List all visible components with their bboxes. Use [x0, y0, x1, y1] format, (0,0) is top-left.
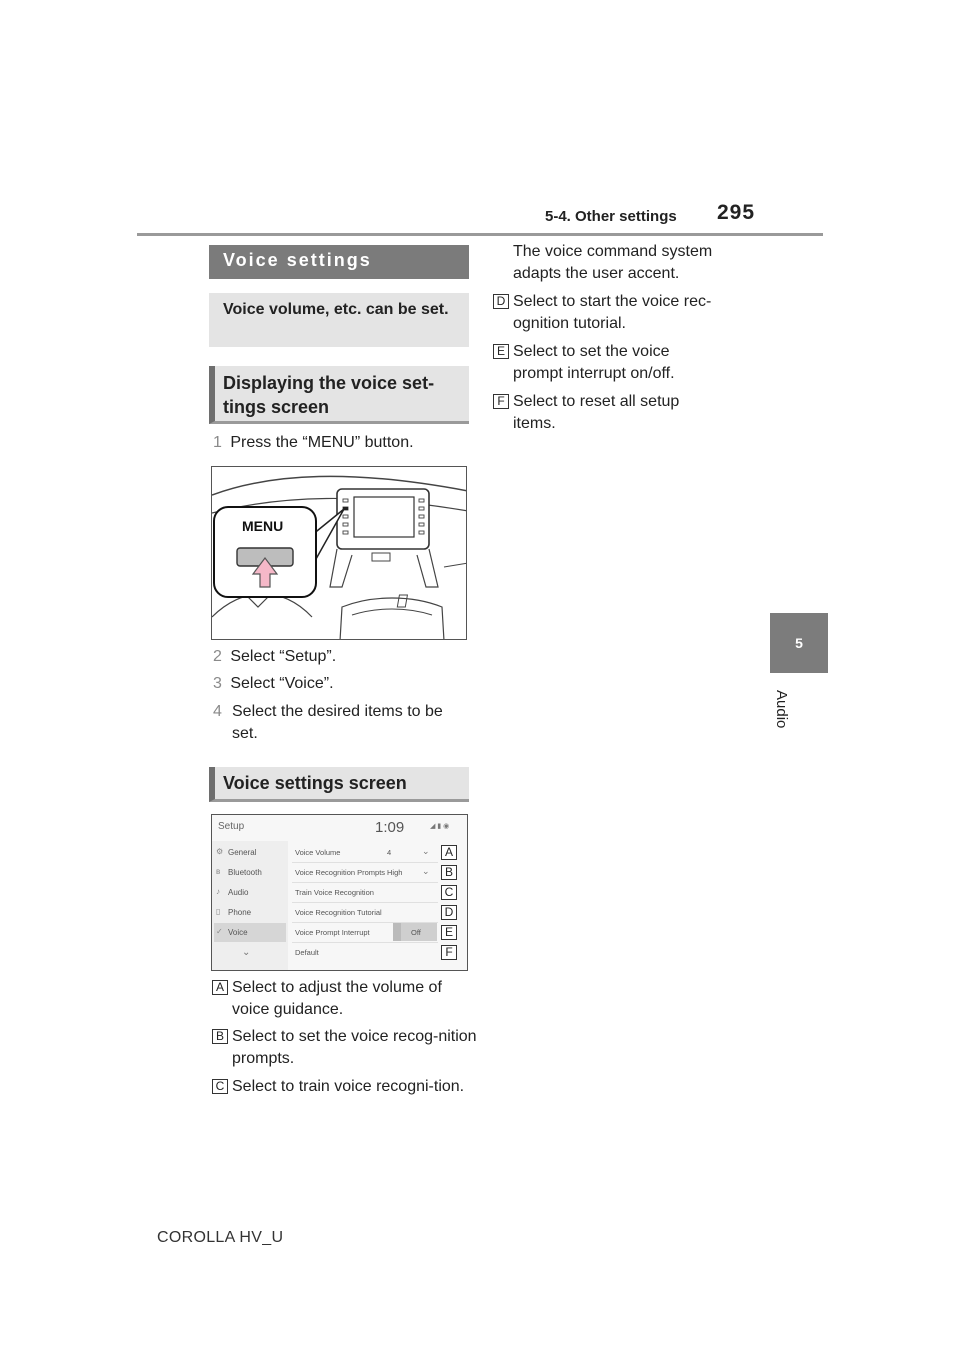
setting-label: Voice Volume [295, 848, 341, 857]
chevron-down-icon[interactable]: ⌄ [242, 947, 251, 958]
chevron-down-icon: ⌄ [422, 866, 430, 876]
step-3 [213, 673, 473, 695]
setting-label: Voice Recognition Prompts [295, 868, 386, 877]
voice-settings-screen [211, 814, 468, 971]
toggle-slider [393, 923, 401, 941]
screen-menu-general[interactable] [214, 843, 286, 862]
item-c-continued-text: The voice command system adapts the user accent. [513, 243, 713, 282]
step-4-text: Select the desired items to be set. [232, 703, 443, 742]
step-2-number: 2 [213, 648, 222, 665]
main-heading-text: Voice settings [223, 250, 372, 270]
setting-value: High [387, 868, 403, 877]
voice-icon: ✓ [216, 927, 223, 936]
item-c-letter: C [212, 1079, 228, 1094]
callout-b: B [441, 865, 457, 880]
page-number: 295 [717, 201, 756, 224]
dashboard-drawing [212, 467, 467, 640]
chapter-label: Audio [773, 690, 790, 729]
setting-label: Voice Prompt Interrupt [295, 928, 370, 937]
step-1-number: 1 [213, 434, 222, 451]
screen-menu-column [212, 841, 288, 971]
step-2-text: Select “Setup”. [230, 648, 337, 665]
item-c-text: Select to train voice recogni-tion. [232, 1078, 465, 1095]
step-2 [213, 646, 473, 668]
chevron-down-icon: ⌄ [422, 846, 430, 856]
item-f-text: Select to reset all setup items. [513, 393, 680, 432]
callout-c: C [441, 885, 457, 900]
toggle-value: Off [411, 928, 421, 937]
menu-label: MENU [242, 518, 284, 534]
step-1-text: Press the “MENU” button. [230, 434, 414, 451]
screen-menu-label: Bluetooth [228, 868, 262, 877]
interrupt-toggle[interactable] [393, 923, 437, 941]
setting-voice-volume[interactable] [292, 843, 438, 863]
music-note-icon: ♪ [216, 887, 220, 896]
item-a-text: Select to adjust the volume of voice guidance. [232, 979, 442, 1018]
setting-voice-prompt-interrupt[interactable] [292, 923, 438, 943]
callout-d: D [441, 905, 457, 920]
menu-button-illustration [211, 466, 467, 640]
subheading-settings-screen [209, 767, 469, 802]
screen-menu-label: General [228, 848, 257, 857]
chapter-tab [770, 613, 828, 673]
phone-icon: ▯ [216, 907, 221, 916]
bluetooth-icon: ʙ [216, 867, 221, 876]
screen-menu-bluetooth[interactable] [214, 863, 286, 882]
setting-default[interactable] [292, 943, 438, 962]
screen-menu-label: Audio [228, 888, 249, 897]
chapter-number: 5 [795, 635, 803, 651]
intro-box [209, 293, 469, 347]
callout-f: F [441, 945, 457, 960]
screen-clock: 1:09 [375, 819, 405, 836]
screen-menu-label: Voice [228, 928, 248, 937]
section-title: 5-4. Other settings [545, 208, 677, 225]
intro-text: Voice volume, etc. can be set. [223, 301, 449, 318]
screen-title: Setup [218, 821, 245, 832]
callout-e: E [441, 925, 457, 940]
screen-menu-audio[interactable] [214, 883, 286, 902]
callout-a: A [441, 845, 457, 860]
item-d-text: Select to start the voice rec-ognition tutorial. [513, 293, 712, 332]
screen-menu-voice[interactable] [214, 923, 286, 942]
item-e-text: Select to set the voice prompt interrupt on/off. [513, 343, 675, 382]
item-a-letter: A [212, 980, 228, 995]
setting-voice-recognition-tutorial[interactable] [292, 903, 438, 923]
screen-top-bar [212, 815, 467, 839]
subheading-display-screen-text: Displaying the voice set-tings screen [223, 373, 435, 417]
setting-label: Default [295, 948, 319, 957]
screen-menu-phone[interactable] [214, 903, 286, 922]
main-heading [209, 245, 469, 279]
subheading-settings-screen-text: Voice settings screen [223, 773, 407, 793]
item-f-letter: F [493, 394, 509, 409]
screen-menu-label: Phone [228, 908, 252, 917]
footer-model: COROLLA HV_U [157, 1229, 284, 1246]
header-rule [137, 233, 823, 236]
status-icons: ◢ ▮ ◉ [430, 823, 450, 830]
setting-voice-recognition-prompts[interactable] [292, 863, 438, 883]
setting-label: Voice Recognition Tutorial [295, 908, 382, 917]
step-3-number: 3 [213, 675, 222, 692]
item-b-text: Select to set the voice recog-nition prompts. [232, 1028, 477, 1067]
setting-value: 4 [387, 848, 392, 857]
setting-train-voice-recognition[interactable] [292, 883, 438, 903]
item-d-letter: D [493, 294, 509, 309]
step-3-text: Select “Voice”. [230, 675, 334, 692]
general-icon: ⚙ [216, 847, 224, 856]
step-4-number: 4 [213, 703, 222, 720]
item-b-letter: B [212, 1029, 228, 1044]
step-1 [213, 432, 473, 454]
subheading-display-screen [209, 366, 469, 424]
setting-label: Train Voice Recognition [295, 888, 374, 897]
item-e-letter: E [493, 344, 509, 359]
